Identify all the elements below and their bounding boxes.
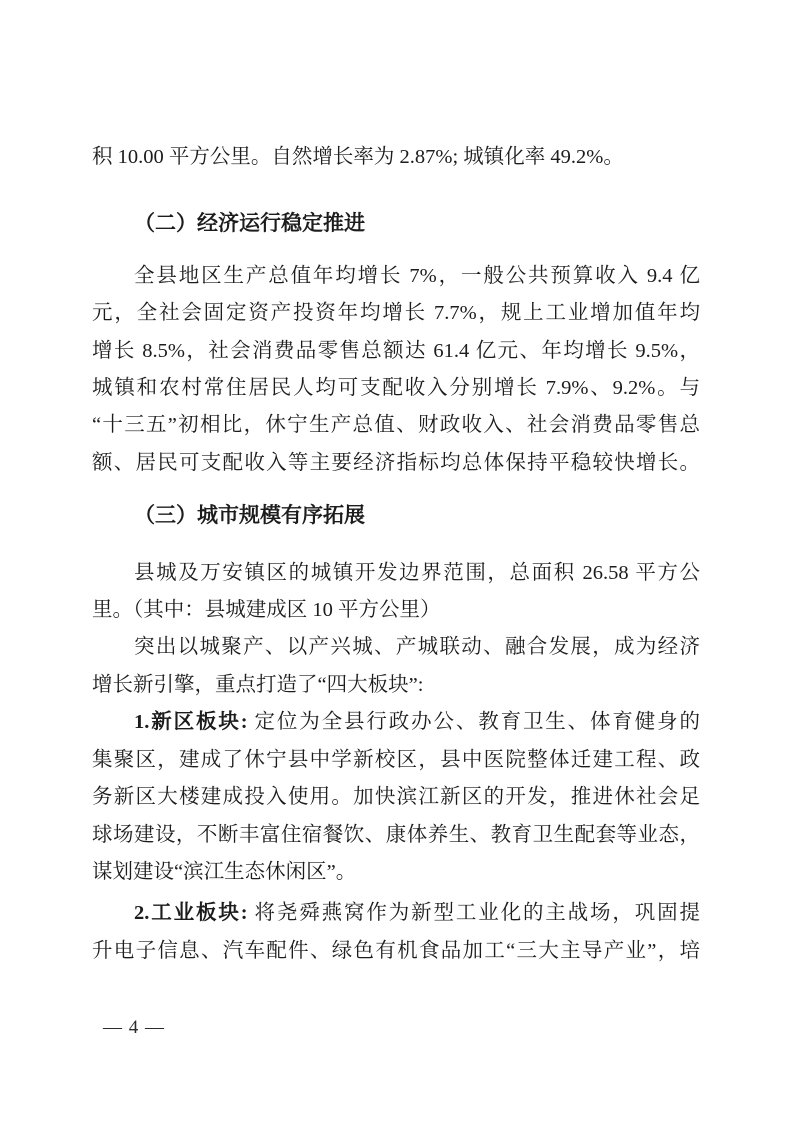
text-line: 积 10.00 平方公里。自然增长率为 2.87%; 城镇化率 49.2%。 (92, 146, 624, 168)
text-line: 增长 8.5%，社会消费品零售总额达 61.4 亿元、年均增长 9.5%， (92, 339, 700, 362)
page-number: — 4 — (103, 1017, 165, 1038)
text-line: 升电子信息、汽车配件、绿色有机食品加工“三大主导产业”，培 (92, 939, 700, 962)
paragraph-section3-2 (92, 629, 700, 704)
text-line (92, 895, 700, 932)
text-line: “十三五”初相比，休宁生产总值、财政收入、社会消费品零售总 (92, 414, 700, 437)
paragraph-continued (92, 139, 700, 176)
text-line: 集聚区，建成了休宁县中学新校区，县中医院整体迁建工程、政 (92, 748, 700, 771)
section-heading-2: （二）经济运行稳定推进 (134, 211, 365, 236)
text-line: 额、居民可支配收入等主要经济指标均总体保持平稳较快增长。 (92, 451, 700, 474)
list-item-1 (92, 704, 700, 891)
text-line: 突出以城聚产、以产兴城、产城联动、融合发展，成为经济 (134, 636, 700, 659)
text-line: 增长新引擎，重点打造了“四大板块”: (92, 673, 424, 696)
text-line: 城镇和农村常住居民人均可支配收入分别增长 7.9%、9.2%。与 (92, 377, 700, 400)
item1-text: 定位为全县行政办公、教育卫生、体育健身的 (247, 711, 701, 734)
text-line (92, 704, 700, 741)
item2-text: 将尧舜燕窝作为新型工业化的主战场，巩固提 (247, 902, 701, 925)
text-line: 全县地区生产总值年均增长 7%，一般公共预算收入 9.4 亿 (134, 264, 700, 287)
text-line: 里。（其中：县城建成区 10 平方公里） (92, 599, 441, 622)
item2-label: 2.工业板块: (134, 902, 248, 925)
page-body (92, 139, 700, 970)
list-item-2 (92, 895, 700, 970)
text-line: 元，全社会固定资产投资年均增长 7.7%，规上工业增加值年均 (92, 302, 700, 325)
text-line: 县城及万安镇区的城镇开发边界范围，总面积 26.58 平方公 (134, 561, 700, 584)
text-line: 球场建设，不断丰富住宿餐饮、康体养生、教育卫生配套等业态， (92, 823, 700, 846)
item1-label: 1.新区板块: (134, 711, 248, 734)
text-line: 务新区大楼建成投入使用。加快滨江新区的开发，推进休社会足 (92, 786, 700, 809)
text-line: 谋划建设“滨江生态休闲区”。 (92, 860, 357, 883)
paragraph-section3-1 (92, 555, 700, 630)
paragraph-section2 (92, 258, 700, 482)
section-heading-3: （三）城市规模有序拓展 (134, 503, 365, 528)
